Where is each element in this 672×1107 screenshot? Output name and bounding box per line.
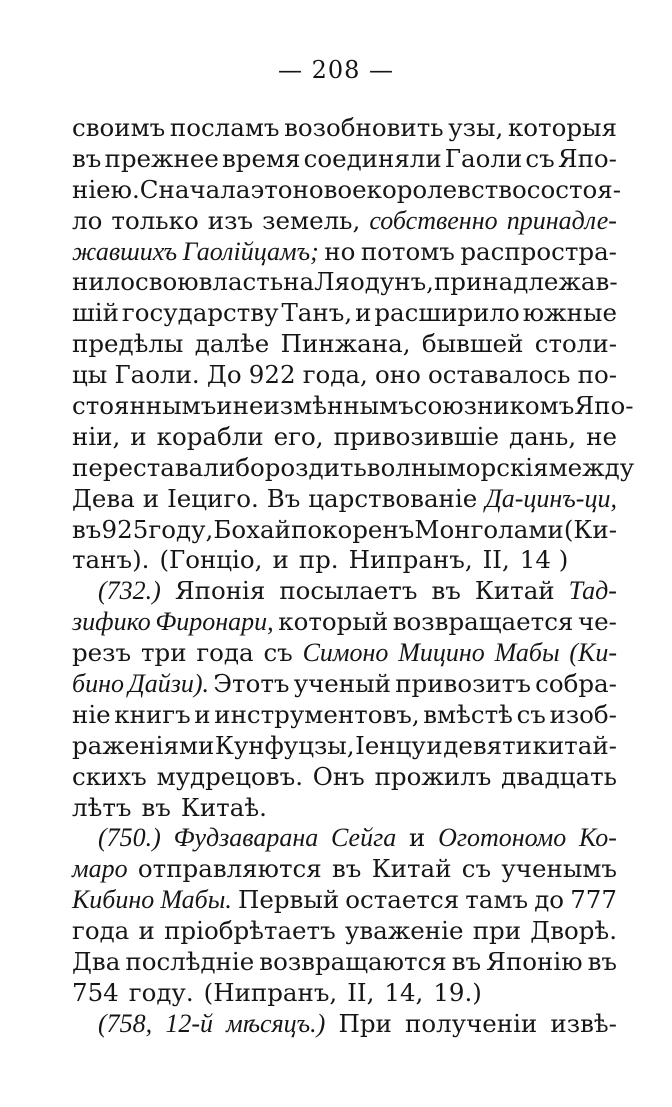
word: Китай: [474, 576, 555, 606]
text-line: [72, 854, 617, 885]
word: году.: [128, 977, 194, 1007]
word: Сначала: [139, 174, 251, 204]
word: 14,: [384, 977, 424, 1007]
word: До: [206, 360, 242, 390]
text-line: [72, 978, 617, 1009]
word: послѣдніе: [125, 947, 255, 977]
word: бино: [72, 669, 124, 699]
word: китай-: [532, 730, 617, 760]
word: и: [194, 699, 211, 729]
word: по-: [577, 360, 617, 390]
word: 922: [248, 360, 296, 390]
word: мудрецовъ.: [156, 761, 303, 791]
word: Японію: [486, 947, 583, 977]
word: 925: [101, 514, 149, 544]
word: Мабы.: [160, 885, 232, 915]
word: Дайзи).: [128, 669, 210, 699]
word: состоя-: [526, 174, 622, 204]
word: власть: [198, 267, 284, 297]
word: оставалось: [428, 360, 571, 390]
text-line: [72, 391, 634, 422]
word: предѣлы: [72, 329, 184, 359]
word: возвращаются: [259, 947, 447, 977]
text-line: [72, 1009, 617, 1040]
word: и: [272, 545, 289, 575]
word: Китай: [371, 854, 452, 884]
word: стояннымъ: [72, 391, 217, 421]
word: царствованіе: [308, 483, 478, 513]
word: Бохай: [213, 514, 291, 544]
word: маро: [72, 854, 128, 884]
word: въ: [451, 947, 482, 977]
word: резъ: [72, 638, 132, 668]
word: собра-: [535, 669, 617, 699]
body-text: [72, 113, 635, 1040]
word: Іенцу: [355, 730, 426, 760]
word: принадле-: [506, 205, 617, 235]
text-line: [72, 360, 617, 391]
word: и: [408, 823, 426, 853]
text-line: [72, 545, 617, 576]
word: II,: [482, 545, 510, 575]
word: книгъ: [114, 699, 191, 729]
text-line: [72, 237, 617, 268]
word: ніе: [72, 699, 111, 729]
word: пріобрѣтаетъ: [164, 916, 336, 946]
text-line: [72, 515, 617, 546]
word: (Ки-: [569, 638, 617, 668]
word: до: [534, 885, 565, 915]
word: извѣ-: [550, 1008, 617, 1038]
word: изоб-: [549, 699, 617, 729]
word: ученый: [293, 669, 391, 699]
word: тамъ: [465, 885, 529, 915]
word: уваженіе: [344, 916, 464, 946]
word: и: [138, 916, 155, 946]
word: Кунфуцзы,: [214, 730, 355, 760]
word: узы,: [448, 113, 504, 142]
word: съ: [461, 854, 492, 884]
word: Япо-: [574, 391, 634, 421]
word: жавшихъ: [72, 236, 178, 266]
text-line: [72, 823, 617, 854]
word: остается: [345, 885, 460, 915]
text-line: [72, 947, 617, 978]
word: Первый: [237, 885, 340, 915]
word: (732.): [98, 576, 161, 606]
word: (Нипранъ,: [203, 977, 338, 1007]
word: корабли: [156, 421, 264, 451]
text-line: [72, 267, 617, 298]
word: между: [548, 452, 635, 482]
word: Японія: [174, 576, 266, 606]
word: это: [250, 174, 293, 204]
word: далѣе: [194, 329, 270, 359]
word: Дева: [72, 483, 135, 513]
word: прожилъ: [374, 761, 492, 791]
word: раженіями: [72, 730, 215, 760]
word: съ: [516, 699, 546, 729]
text-line: [72, 793, 617, 824]
word: и: [216, 391, 233, 421]
text-line: [72, 298, 617, 329]
word: зифико: [72, 607, 151, 637]
word: отправляются: [137, 854, 322, 884]
word: привозитъ: [395, 669, 531, 699]
word: 12-й: [165, 1008, 213, 1038]
word: только: [111, 205, 199, 235]
word: скихъ: [72, 761, 147, 791]
word: его,: [273, 421, 324, 451]
word: и: [426, 730, 443, 760]
word: Фудзаварана: [173, 823, 319, 853]
word: съ: [525, 143, 555, 173]
word: полученіи: [405, 1008, 538, 1038]
word: 754: [72, 977, 119, 1007]
word: государству: [121, 298, 279, 328]
word: цы: [72, 360, 108, 390]
word: распростра-: [460, 236, 617, 266]
text-line: [72, 113, 617, 144]
word: вмѣстѣ: [423, 699, 513, 729]
word: Сейга: [331, 823, 397, 853]
text-line: [72, 700, 617, 731]
text-line: [72, 916, 617, 947]
word: Оготономо: [438, 823, 567, 853]
word: расширило: [374, 298, 520, 328]
word: бывшей: [421, 329, 524, 359]
word: прежнее: [104, 143, 219, 173]
text-line: [72, 174, 622, 206]
word: возобновить: [284, 113, 444, 142]
word: году,: [148, 514, 214, 544]
text-line: [72, 885, 617, 916]
word: Гаолійцамъ;: [182, 236, 319, 266]
word: 14 ): [519, 545, 569, 575]
word: съ: [263, 638, 293, 668]
word: въ: [72, 514, 102, 544]
word: Да-цинъ-ци,: [485, 483, 617, 513]
word: II,: [347, 977, 375, 1007]
word: которыя: [507, 113, 617, 142]
word: 19.): [433, 977, 482, 1007]
text-line: [72, 452, 635, 484]
word: привозившіе: [333, 421, 499, 451]
word: При: [338, 1008, 392, 1038]
word: Танъ,: [281, 298, 353, 328]
word: шій: [72, 298, 119, 328]
word: неизмѣннымъ: [232, 391, 414, 421]
word: года,: [302, 360, 368, 390]
word: Мабы: [494, 638, 560, 668]
word: (758,: [98, 1008, 153, 1038]
word: (750.): [98, 823, 161, 853]
word: 777: [570, 885, 617, 915]
word: ніею.: [72, 174, 140, 204]
word: года: [72, 916, 130, 946]
word: и: [355, 298, 372, 328]
word: Два: [72, 947, 121, 977]
word: пр.: [298, 545, 339, 575]
word: (Гонціо,: [159, 545, 263, 575]
word: свою: [134, 267, 199, 297]
word: Онъ: [312, 761, 365, 791]
word: въ: [431, 576, 461, 606]
word: Пинжана,: [280, 329, 411, 359]
word: Гаоли.: [114, 360, 200, 390]
word: ло: [72, 205, 103, 235]
word: Дворѣ.: [530, 916, 617, 946]
text-line: [72, 206, 617, 237]
word: королевство: [366, 174, 527, 204]
word: посылаетъ: [279, 576, 418, 606]
word: собственно: [369, 205, 498, 235]
word: инструментовъ,: [214, 699, 420, 729]
word: въ: [587, 947, 617, 977]
word: Монголами: [414, 514, 564, 544]
word: и: [130, 421, 147, 451]
word: Этотъ: [213, 669, 290, 699]
word: Нипранъ,: [348, 545, 473, 575]
word: посламъ: [169, 113, 280, 142]
text-line: [72, 144, 617, 175]
word: переставали: [72, 452, 236, 482]
word: Симоно: [302, 638, 389, 668]
word: оно: [374, 360, 421, 390]
word: принадлежав-: [433, 267, 618, 297]
word: девяти: [443, 730, 532, 760]
word: въ: [72, 143, 102, 173]
text-line: [72, 576, 617, 607]
word: танъ).: [72, 545, 150, 575]
word: Ляодунъ,: [314, 267, 434, 297]
word: мѣсяцъ.): [226, 1008, 326, 1038]
word: потомъ: [360, 236, 455, 266]
word: Ко-: [579, 823, 617, 853]
word: лѣтъ: [72, 792, 132, 822]
word: но: [324, 236, 356, 266]
word: который: [278, 607, 389, 637]
word: время: [222, 143, 301, 173]
word: Іециго.: [167, 483, 259, 513]
word: союзникомъ: [413, 391, 575, 421]
word: года: [196, 638, 254, 668]
word: Кибино: [72, 885, 155, 915]
word: новое: [292, 174, 367, 204]
word: бороздить: [235, 452, 367, 482]
word: Япо-: [557, 143, 617, 173]
word: при: [472, 916, 522, 946]
text-line: [72, 607, 617, 638]
word: че-: [577, 607, 617, 637]
word: земель,: [262, 205, 361, 235]
word: Фиронари,: [155, 607, 274, 637]
word: (Ки-: [563, 514, 617, 544]
word: Тад-: [568, 576, 617, 606]
word: южные: [522, 298, 617, 328]
word: Китаѣ.: [180, 792, 267, 822]
page-number: — 208 —: [277, 56, 395, 84]
word: и: [142, 483, 160, 513]
word: покоренъ: [291, 514, 415, 544]
word: возвращается: [392, 607, 574, 637]
text-line: [72, 329, 617, 360]
word: изъ: [207, 205, 254, 235]
text-line: [72, 669, 617, 700]
word: ученымъ: [501, 854, 617, 884]
text-line: [72, 638, 617, 669]
text-line: [72, 422, 617, 453]
word: соединяли: [303, 143, 442, 173]
word: въ: [141, 792, 171, 822]
word: морскія: [446, 452, 549, 482]
word: не: [586, 421, 617, 451]
word: нило: [72, 267, 135, 297]
word: на: [283, 267, 315, 297]
text-line: [72, 731, 617, 762]
word: Въ: [266, 483, 301, 513]
word: Гаоли: [444, 143, 523, 173]
word: въ: [332, 854, 362, 884]
word: двадцать: [501, 761, 617, 791]
word: своимъ: [72, 113, 166, 142]
text-line: [72, 484, 617, 515]
word: Мицино: [398, 638, 485, 668]
word: дань,: [509, 421, 577, 451]
word: столи-: [534, 329, 617, 359]
word: ніи,: [72, 421, 121, 451]
word: три: [140, 638, 187, 668]
text-line: [72, 762, 617, 793]
word: волны: [366, 452, 447, 482]
